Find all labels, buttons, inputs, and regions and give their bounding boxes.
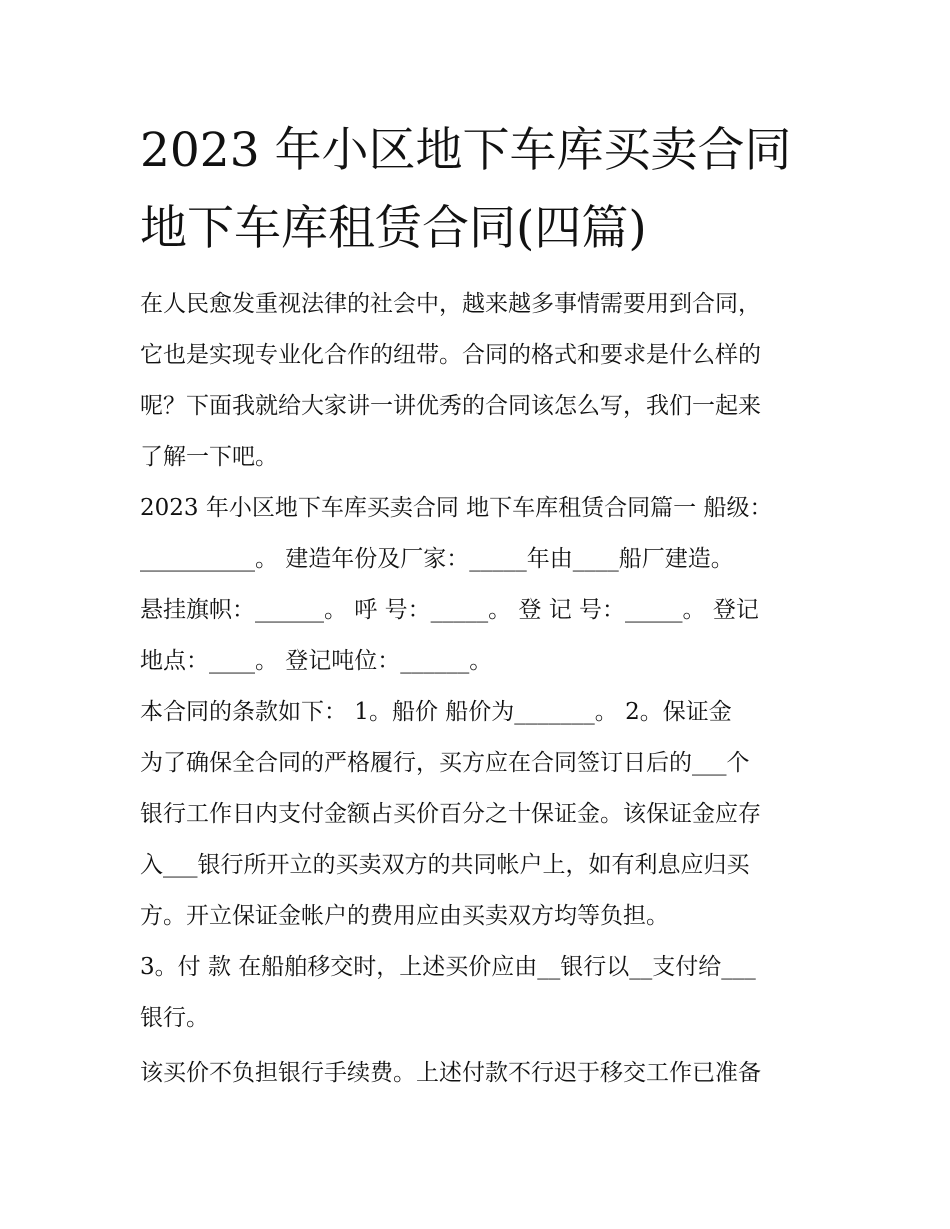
text-line: 地点：____。 登记吨位：______。 xyxy=(140,648,493,674)
document-title xyxy=(140,112,840,268)
text-line: 银行。 xyxy=(140,1005,209,1031)
text-line: 该买价不负担银行手续费。上述付款不行迟于移交工作已准备 xyxy=(140,1060,761,1086)
text-line: 入___银行所开立的买卖双方的共同帐户上，如有利息应归买 xyxy=(140,852,750,878)
title-line: 地下车库租赁合同(四篇) xyxy=(140,201,647,256)
text-line: 2023 年小区地下车库买卖合同 地下车库租赁合同篇一 船级： xyxy=(140,495,773,521)
text-line: 为了确保全合同的严格履行，买方应在合同签订日后的___个 xyxy=(140,750,750,776)
text-line: __________。 建造年份及厂家：_____年由____船厂建造。 xyxy=(140,546,734,572)
text-line: 它也是实现专业化合作的纽带。合同的格式和要求是什么样的 xyxy=(140,342,761,368)
text-line: 在人民愈发重视法律的社会中，越来越多事情需要用到合同， xyxy=(140,291,761,317)
text-line: 呢？下面我就给大家讲一讲优秀的合同该怎么写，我们一起来 xyxy=(140,393,761,419)
paragraph-terms xyxy=(140,687,820,942)
text-line: 悬挂旗帜：______。 呼 号：_____。 登 记 号：_____。 登记 xyxy=(140,597,759,623)
text-line: 本合同的条款如下： 1。船价 船价为_______。 2。保证金 xyxy=(140,699,732,725)
text-line: 3。付 款 在船舶移交时，上述买价应由__银行以__支付给___ xyxy=(140,954,756,980)
paragraph-payment xyxy=(140,942,820,1044)
paragraph-fees xyxy=(140,1048,820,1099)
title-line: 2023 年小区地下车库买卖合同 xyxy=(140,123,792,178)
document-body xyxy=(140,279,820,1099)
text-line: 了解一下吧。 xyxy=(140,444,278,470)
paragraph-ship-info xyxy=(140,483,820,687)
text-line: 方。开立保证金帐户的费用应由买卖双方均等负担。 xyxy=(140,903,669,929)
text-line: 银行工作日内支付金额占买价百分之十保证金。该保证金应存 xyxy=(140,801,761,827)
paragraph-intro xyxy=(140,279,820,483)
